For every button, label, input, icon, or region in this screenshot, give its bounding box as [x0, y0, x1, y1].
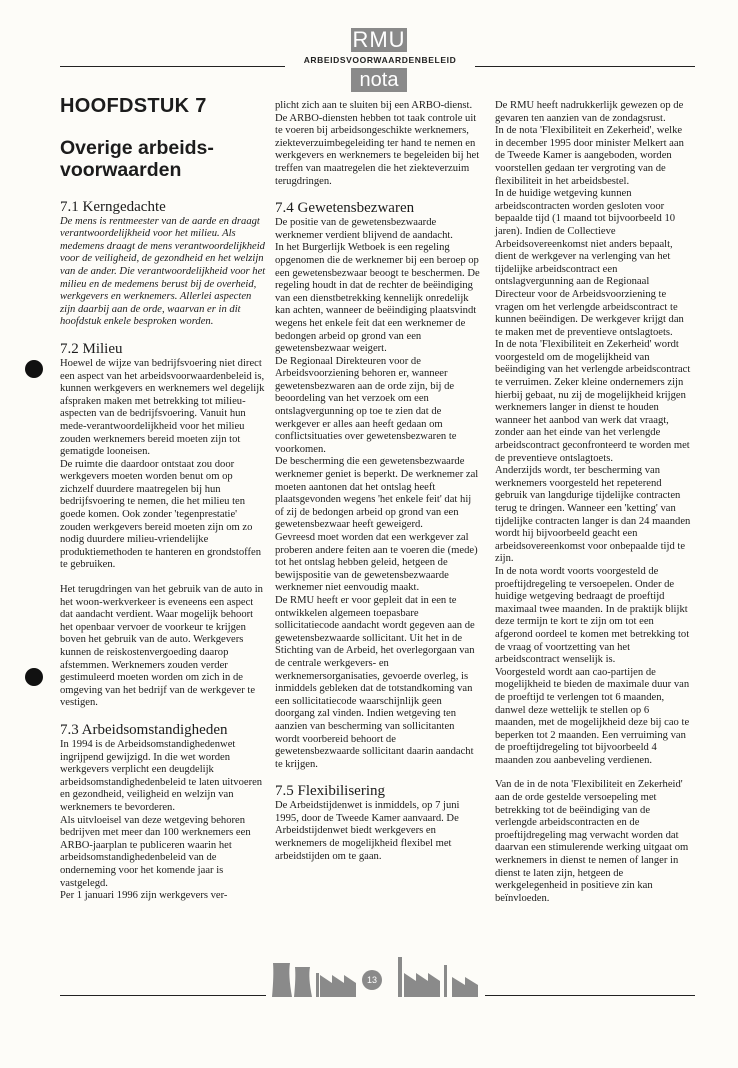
logo-nota: nota [351, 68, 407, 92]
paragraph: De RMU heeft nadrukkerlijk gewezen op de gevaren ten aanzien van de zondagsrust. [495, 100, 684, 124]
paragraph: Het terugdringen van het gebruik van de auto in het woon-werkverkeer is eveneens een aspect dat aandacht verdient. Waar mogelijk behoort het openbaar vervoer de voorkeur te krijgen boven het gebruik van de auto. Werkgevers kunnen de reiskostenvergoeding daarop afstemmen. Werknemers zouden verder gestimuleerd moeten worden om zich in de omgeving van het bedrijf van de werkgever te vestigen. [60, 584, 263, 709]
section-heading-7-1: 7.1 Kerngedachte [60, 198, 166, 215]
rmu-nota-logo [285, 28, 475, 94]
paragraph: Anderzijds wordt, ter bescherming van werknemers voorgesteld het repeterend gebruik van langdurige tijdelijke contracten terug te dringen. Wanneer een 'ketting' van tijdelijke contracten langer is dan 24 maanden wordt hij bijvoorbeeld geacht een arbeidsovereenkomst voor onbepaalde tijd te zijn. [495, 465, 691, 565]
logo-subtitle: ARBEIDSVOORWAARDENBELEID [303, 55, 457, 65]
header-rule-right [475, 66, 695, 67]
paragraph: De positie van de gewetensbezwaarde werknemer verdient blijvend de aandacht. [275, 217, 453, 241]
paragraph: In de nota 'Flexibiliteit en Zekerheid', welke in december 1995 door minister Melkert aan de Tweede Kamer is aangeboden, worden voorstellen gedaan ter vergroting van de flexibiliteit in het arbeidsbestel. [495, 125, 684, 187]
chapter-title: Overige arbeids- voorwaarden [60, 136, 214, 181]
column-2 [275, 100, 480, 863]
paragraph: Gevreesd moet worden dat een werkgever zal proberen andere feiten aan te voeren die (mede) tot het ontslag hebben geleid, hetgeen de bewijspositie van de gewetensbezwaarde werknemer niet eenvoudig maakt. [275, 532, 478, 594]
paragraph: Als uitvloeisel van deze wetgeving behoren bedrijven met meer dan 100 werknemers een ARBO-jaarplan te publiceren waarin het arbeidsomstandighedenbeleid van de onderneming voor het komende jaar is vastgelegd. [60, 814, 251, 889]
chapter-heading: HOOFDSTUK 7 [60, 95, 207, 117]
paragraph: Voorgesteld wordt aan cao-partijen de mogelijkheid te bieden de maximale duur van de proeftijd te verlengen tot 6 maanden, danwel deze wettelijk te stellen op 6 maanden, met de mogelijkheid deze bij cao te beperken tot 2 maanden. Een verruiming van de proeftijdregeling tot bijvoorbeeld 4 maanden zou aanbeveling verdienen. [495, 666, 690, 766]
paragraph: Hoewel de wijze van bedrijfsvoering niet direct een aspect van het arbeidsvoorwaardenbeleid is, kunnen werkgevers en werknemers wel degelijk afspraken maken met betrekking tot milieu-aspecten van de bedrijfsvoering. Vanuit hun mede-verantwoordelijkheid voor het milieu zouden werknemers bereid moeten zijn tot gematigde looneisen. [60, 357, 265, 458]
column-1 [60, 95, 266, 903]
paragraph: De Arbeidstijdenwet is inmiddels, op 7 juni 1995, door de Tweede Kamer aanvaard. De Arbeidstijdenwet biedt werkgevers en werknemers de mogelijkheid flexibel met arbeidstijden om te gaan. [275, 800, 460, 862]
paragraph: In de nota wordt voorts voorgesteld de proeftijdregeling te versoepelen. Onder de huidige wetgeving bedraagt de proeftijd maximaal twee maanden. In de praktijk blijkt deze termijn te kort te zijn om tot een afgerond oordeel te komen met betrekking tot de vraag of voortzetting van het arbeidscontract wenselijk is. [495, 565, 690, 666]
column-3 [495, 100, 691, 905]
paragraph: De bescherming die een gewetensbezwaarde werknemer geniet is beperkt. De werknemer zal moeten aantonen dat het ontslag heeft plaatsgevonden wegens 'het enkele feit' dat hij of zij de bedongen arbeid op grond van een gewetensbezwaar heeft geweigerd. [275, 456, 479, 531]
paragraph: De RMU heeft er voor gepleit dat in een te ontwikkelen algemeen toepasbare sollicitatiecode aandacht wordt gegeven aan de gewetensbezwaarde sollicitant. Uit het in de Stichting van de Arbeid, het overlegorgaan van de centrale werkgevers- en werknemersorganisaties, gevoerde overleg, is inmiddels gebleken dat de totstandkoming van een sollicitatiecode waarschijnlijk geen doorgang zal vinden. Indien wetgeving ten aanzien van bescherming van sollicitanten wordt voorbereid behoort de gewetensbezwaarde sollicitant daarin aandacht te krijgen. [275, 594, 475, 770]
paragraph: De ruimte die daardoor ontstaat zou door werkgevers moeten worden benut om op zichzelf duurdere maatregelen bij hun bedrijfsvoering te nemen, die het milieu ten goede komen. Ook zonder 'tegenprestatie' zouden werkgevers bereid moeten zijn om zo nodig duurdere milieu-vriendelijke produktiemethoden te hanteren en grondstoffen te gebruiken. [60, 458, 262, 571]
paragraph: plicht zich aan te sluiten bij een ARBO-dienst. De ARBO-diensten hebben tot taak controle uit te voeren bij arbeidsongeschikte werknemers, ziekteverzuimbegeleiding ter hand te nemen en werkgevers en werknemers te begeleiden bij het treffen van maatregelen die het ziekteverzuim terugdringen. [275, 100, 480, 187]
footer-rule-right [485, 995, 695, 996]
paragraph: Van de in de nota 'Flexibiliteit en Zekerheid' aan de orde gestelde versoepeling met betrekking tot de beëindiging van de verlengde arbeidscontracten en de proeftijdregeling mag verwacht worden dat daarvan een stimulerende werking uitgaat om werknemers in dienst te nemen of langer in dienst te laten zijn, hetgeen de werkgelegenheid in positieve zin kan beïnvloeden. [495, 779, 689, 904]
section-heading-7-2: 7.2 Milieu [60, 340, 123, 357]
page-number: 13 [362, 970, 382, 990]
section-7-1-text: De mens is rentmeester van de aarde en draagt verantwoordelijkheid voor het milieu. Als medemens draagt de mens verantwoordelijkheid voor de veiligheid, de gezondheid en het welzijn van de ander. Die verantwoordelijkheid voor het milieu en de medemens berust bij de overheid, werkgevers en werknemers. Allerlei aspecten zijn daarbij aan de orde, waarvan er in dit hoofdstuk enkele besproken worden. [60, 215, 266, 328]
paragraph: In de nota 'Flexibiliteit en Zekerheid' wordt voorgesteld om de mogelijkheid van beëindiging van het verlengde arbeidscontract te verruimen. Zeker kleine ondernemers zijn hierbij gebaat, nu zij de mogelijkheid krijgen werknemers langer in dienst te houden wanneer het aanbod van werk dat vraagt, zonder aan het einde van het verlengde arbeidscontract geconfronteerd te worden met de preventieve ontslagtoets. [495, 339, 691, 464]
binder-hole-bottom [25, 668, 43, 686]
section-heading-7-5: 7.5 Flexibilisering [275, 783, 385, 800]
header-rule-left [60, 66, 285, 67]
binder-hole-top [25, 360, 43, 378]
paragraph: In 1994 is de Arbeidsomstandighedenwet ingrijpend gewijzigd. In die wet worden werkgevers verplicht een deugdelijk arbeidsomstandighedenbeleid te laten uitvoeren en gezondheid, veiligheid en welzijn van werknemers te bevorderen. [60, 738, 263, 813]
footer-rule-left [60, 995, 266, 996]
section-heading-7-4: 7.4 Gewetensbezwaren [275, 200, 415, 217]
paragraph: In het Burgerlijk Wetboek is een regeling opgenomen die de werknemer bij een beroep op een gewetensbezwaar beoogt te beschermen. De regeling houdt in dat de rechter de beëindiging van een dienstbetrekking kennelijk onredelijk kan achten, wanneer de beëindiging plaatsvindt wegens het enkele feit dat een werknemer de bedongen arbeid op grond van een gewetensbezwaar weigert. [275, 242, 480, 355]
logo-rmu: RMU [352, 27, 406, 52]
section-heading-7-3: 7.3 Arbeidsomstandigheden [60, 721, 228, 738]
paragraph: Per 1 januari 1996 zijn werkgevers ver- [60, 890, 228, 902]
paragraph: De Regionaal Direkteuren voor de Arbeidsvoorziening behoren er, wanneer gewetensbezwaren aan de orde zijn, bij de beoordeling van het verzoek om een ontslagvergunning op toe te zien dat de werkgever er alles aan heeft gedaan om conflictsituaties over gewetensbezwaren te voorkomen. [275, 355, 457, 455]
paragraph: In de huidige wetgeving kunnen arbeidscontracten worden gesloten voor bepaalde tijd (1 maand tot bijvoorbeeld 10 jaren). Indien de Collectieve Arbeidsovereenkomst niet anders bepaalt, dient de werkgever na verlenging van het tijdelijke arbeidscontract een ontslagvergunning aan de Regionaal Directeur voor de Arbeidsvoorziening te vragen om het verlengde arbeidscontract te kunnen beëindigen. De werkgever krijgt dan te maken met de preventieve ontslagtoets. [495, 188, 684, 338]
